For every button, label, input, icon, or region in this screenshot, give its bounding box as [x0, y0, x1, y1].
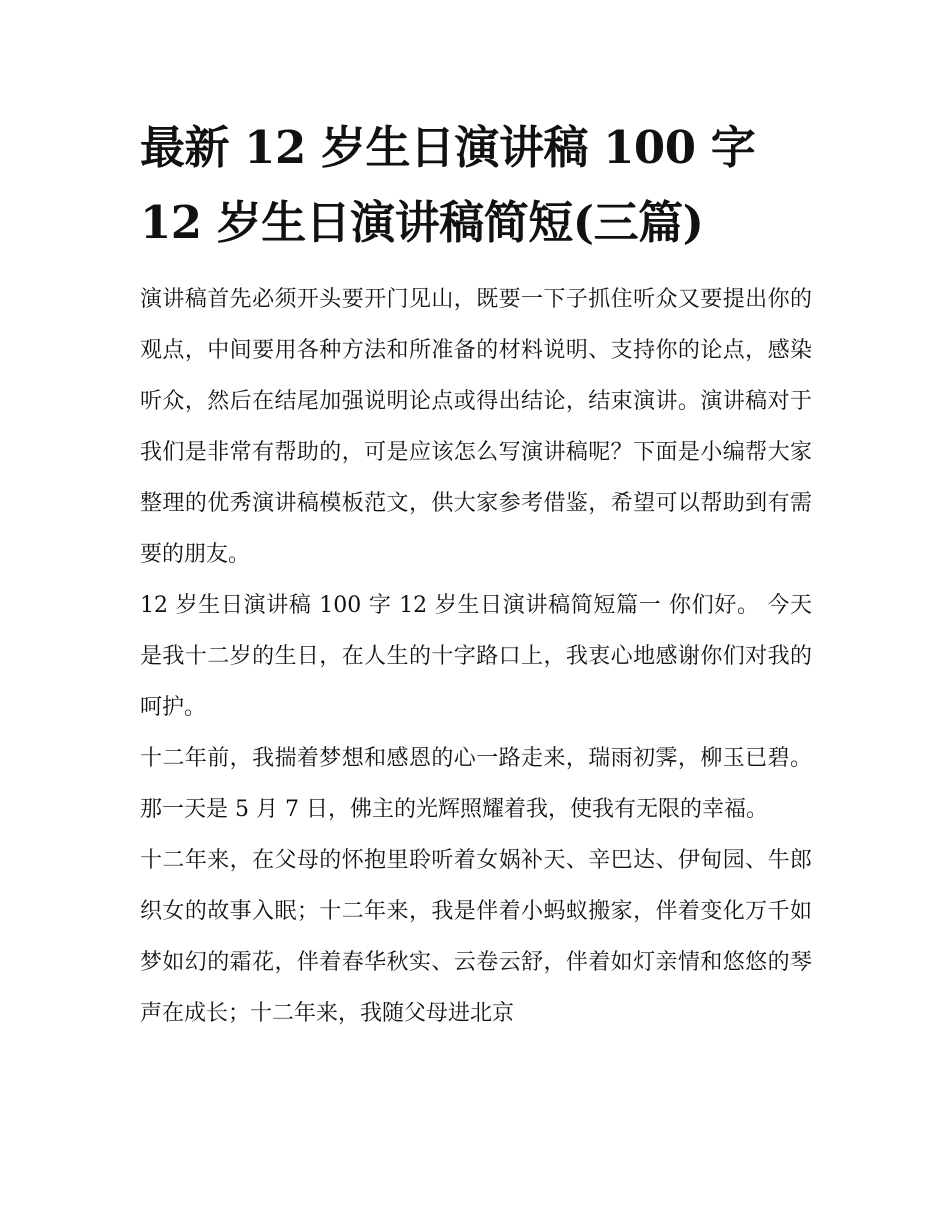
intro-paragraph: 演讲稿首先必须开头要开门见山，既要一下子抓住听众又要提出你的观点，中间要用各种方法和所准备的材料说明、支持你的论点，感染听众，然后在结尾加强说明论点或得出结论，结束演讲。演讲稿对于我们是非常有帮助的，可是应该怎么写演讲稿呢？下面是小编帮大家整理的优秀演讲稿模板范文，供大家参考借鉴，希望可以帮助到有需要的朋友。: [140, 287, 812, 567]
document-title-line-1: 最新 12 岁生日演讲稿 100 字: [140, 121, 756, 174]
speech-paragraph-3: 十二年来，在父母的怀抱里聆听着女娲补天、辛巴达、伊甸园、牛郎织女的故事入眠；十二年来，我是伴着小蚂蚁搬家，伴着变化万千如梦如幻的霜花，伴着春华秋实、云卷云舒，伴着如灯亲情和悠悠的琴声在成长；十二年来，我随父母进北京: [140, 848, 812, 1026]
document-title-line-2: 12 岁生日演讲稿简短(三篇): [140, 196, 704, 249]
speech-paragraph-1: 12 岁生日演讲稿 100 字 12 岁生日演讲稿简短篇一 你们好。 今天是我十二岁的生日，在人生的十字路口上，我衷心地感谢你们对我的呵护。: [140, 593, 812, 720]
document-content: [140, 117, 812, 1039]
speech-paragraph-2: 十二年前，我揣着梦想和感恩的心一路走来，瑞雨初霁，柳玉已碧。那一天是 5 月 7 日，佛主的光辉照耀着我，使我有无限的幸福。: [140, 746, 812, 822]
